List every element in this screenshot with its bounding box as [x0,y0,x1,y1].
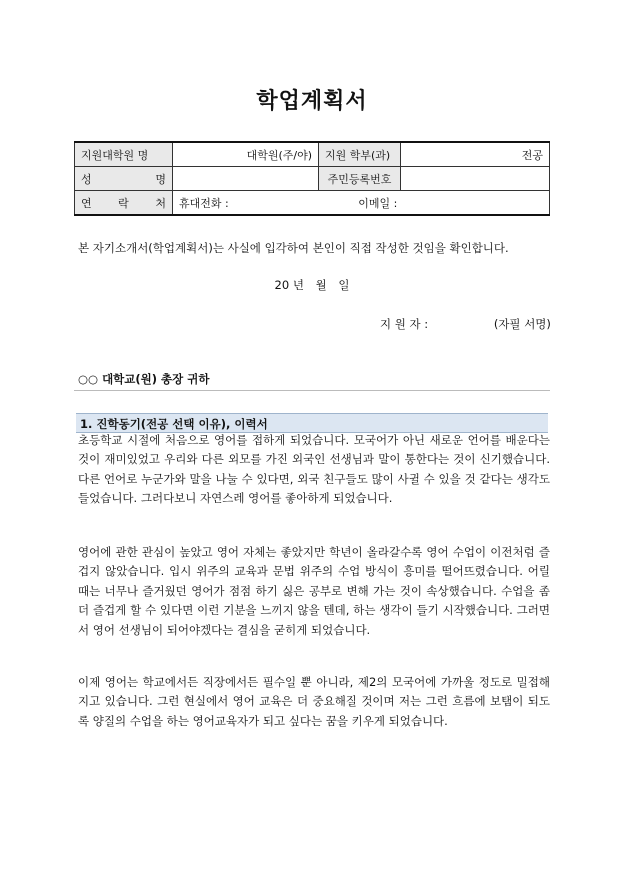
info-row-school [75,142,550,167]
label-name [75,167,173,191]
label-contact [75,191,173,216]
label-department: 지원 학부(과) [319,142,401,167]
document-title: 학업계획서 [256,89,368,114]
department-field[interactable]: 전공 [401,142,550,167]
label-resident-number: 주민등록번호 [319,167,401,191]
date-month: 월 [315,278,327,292]
applicant-label: 지 원 자 : [380,317,429,331]
label-name-part-2: 명 [155,172,166,186]
grad-school-field[interactable]: 대학원(주/야) [173,142,319,167]
paragraph-1: 초등학교 시절에 처음으로 영어를 접하게 되었습니다. 모국어가 아닌 새로운 언어를 배운다는 것이 재미있었고 우리와 다른 외모를 가진 외국인 선생님과 말이 통한다는 것이 신기했습니다. 다른 언어로 누군가와 말을 나눌 수 있다면, 외국 친구들도 많이 사귈 수 있을 것 같다는 생각도 들었습니다. 그러다보니 자연스레 영어를 좋아하게 되었습니다. [78,433,550,506]
label-contact-part-1: 연 [81,196,92,210]
mobile-label: 휴대전화 : [179,196,229,210]
divider [74,390,550,391]
info-row-name [75,167,550,191]
label-contact-part-3: 처 [155,196,166,210]
info-row-contact [75,191,550,216]
addressee: ○○ 대학교(원) 총장 귀하 [78,372,210,386]
label-contact-part-2: 락 [118,196,129,210]
paragraph-2: 영어에 관한 관심이 높았고 영어 자체는 좋았지만 학년이 올라갈수록 영어 수업이 이전처럼 즐겁지 않았습니다. 입시 위주의 교육과 문법 위주의 수업 방식이 흥미를 떨어뜨렸습니다. 어릴 때는 너무나 즐거웠던 영어가 점점 하기 싫은 공부로 변해 가는 것이 속상했습니다. 수업을 좀 더 즐겁게 할 수 있다면 이런 기분을 느끼지 않을 텐데, 하는 생각이 들기 시작했습니다. 그러면서 영어 선생님이 되어야겠다는 결심을 굳히게 되었습니다. [78,545,550,637]
name-field[interactable] [173,167,319,191]
label-grad-school: 지원대학원 명 [75,142,173,167]
confirmation-statement: 본 자기소개서(학업계획서)는 사실에 입각하여 본인이 직접 작성한 것임을 확인합니다. [78,241,509,255]
date-year: 20 년 [274,278,304,292]
applicant-signature-line [380,316,551,332]
email-label: 이메일 : [358,196,398,210]
section-heading: 1. 진학동기(전공 선택 이유), 이력서 [76,413,548,433]
resident-number-field[interactable] [401,167,550,191]
date-day: 일 [338,278,350,292]
label-name-part-1: 성 [81,172,92,186]
signature-placeholder: (자필 서명) [493,317,551,331]
paragraph-3: 이제 영어는 학교에서든 직장에서든 필수일 뿐 아니라, 제2의 모국어에 가까울 정도로 밀접해지고 있습니다. 그런 현실에서 영어 교육은 더 중요해질 것이며 저는 그런 흐름에 보탬이 되도록 양질의 수업을 하는 영어교육자가 되고 싶다는 꿈을 키우게 되었습니다. [78,675,550,728]
date-line [0,277,624,293]
contact-field[interactable] [173,191,550,216]
applicant-info-table [74,141,550,216]
